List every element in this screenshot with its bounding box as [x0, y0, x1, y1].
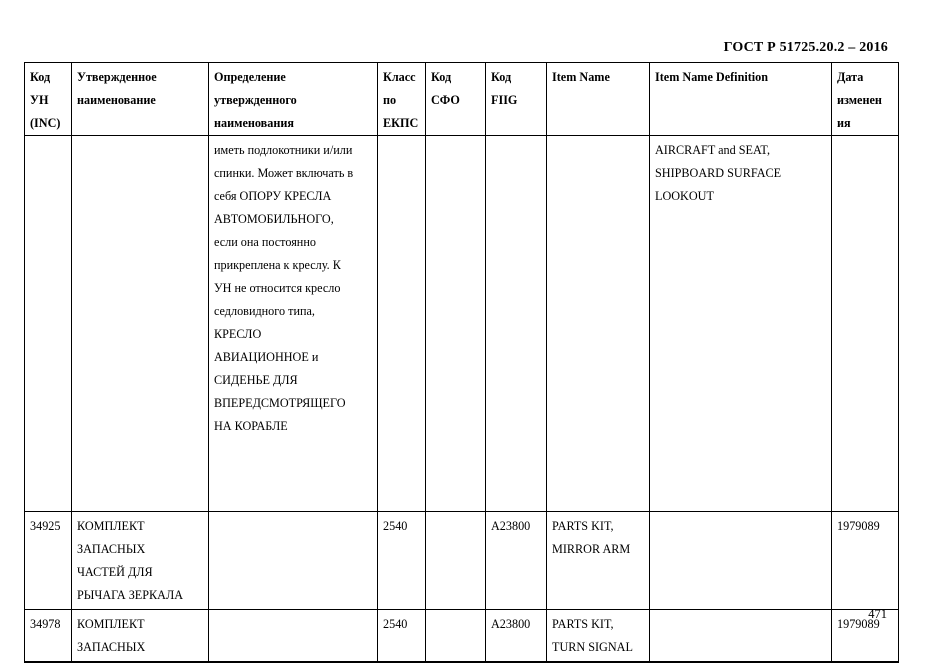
- cell-fiig-code: A23800: [486, 512, 547, 610]
- document-header: ГОСТ Р 51725.20.2 – 2016: [723, 40, 888, 55]
- cell-item-name: PARTS KIT, MIRROR ARM: [547, 512, 650, 610]
- cell-change-date: [832, 136, 899, 512]
- col-header-approved-name: Утвержденное наименование: [72, 63, 209, 136]
- table-header-row: [25, 63, 899, 136]
- table-row: [25, 136, 899, 512]
- table-row: [25, 512, 899, 610]
- cell-ekps-class: 2540: [378, 610, 426, 663]
- cell-inc: 34978: [25, 610, 72, 663]
- cell-item-name: [547, 136, 650, 512]
- cell-sfo-code: [426, 610, 486, 663]
- col-header-item-name: Item Name: [547, 63, 650, 136]
- cell-fiig-code: [486, 136, 547, 512]
- col-header-item-name-definition: Item Name Definition: [650, 63, 832, 136]
- col-header-inc: Код УН (INC): [25, 63, 72, 136]
- cell-item-name-definition: AIRCRAFT and SEAT, SHIPBOARD SURFACE LOOKOUT: [650, 136, 832, 512]
- cell-sfo-code: [426, 136, 486, 512]
- cell-item-name-definition: [650, 610, 832, 663]
- cell-fiig-code: A23800: [486, 610, 547, 663]
- cell-approved-name: [72, 136, 209, 512]
- cell-item-name-definition: [650, 512, 832, 610]
- item-names-table: [24, 62, 899, 663]
- cell-definition: [209, 512, 378, 610]
- col-header-sfo-code: Код СФО: [426, 63, 486, 136]
- col-header-change-date: Дата изменен ия: [832, 63, 899, 136]
- cell-item-name: PARTS KIT, TURN SIGNAL: [547, 610, 650, 663]
- col-header-ekps-class: Класс по ЕКПС: [378, 63, 426, 136]
- page-number: 471: [868, 607, 887, 621]
- cell-inc: [25, 136, 72, 512]
- table-row: [25, 610, 899, 663]
- cell-approved-name: КОМПЛЕКТ ЗАПАСНЫХ: [72, 610, 209, 663]
- cell-sfo-code: [426, 512, 486, 610]
- col-header-fiig-code: Код FIIG: [486, 63, 547, 136]
- cell-definition: иметь подлокотники и/или спинки. Может включать в себя ОПОРУ КРЕСЛА АВТОМОБИЛЬНОГО, если она постоянно прикреплена к креслу. К УН не относится кресло седловидного типа, КРЕСЛО АВИАЦИОННОЕ и СИДЕНЬЕ ДЛЯ ВПЕРЕДСМОТРЯЩЕГО НА КОРАБЛЕ: [209, 136, 378, 512]
- cell-definition: [209, 610, 378, 663]
- cell-inc: 34925: [25, 512, 72, 610]
- cell-approved-name: КОМПЛЕКТ ЗАПАСНЫХ ЧАСТЕЙ ДЛЯ РЫЧАГА ЗЕРКАЛА: [72, 512, 209, 610]
- col-header-definition: Определение утвержденного наименования: [209, 63, 378, 136]
- cell-change-date: 1979089: [832, 512, 899, 610]
- cell-ekps-class: 2540: [378, 512, 426, 610]
- cell-change-date: 1979089: [832, 610, 899, 663]
- cell-ekps-class: [378, 136, 426, 512]
